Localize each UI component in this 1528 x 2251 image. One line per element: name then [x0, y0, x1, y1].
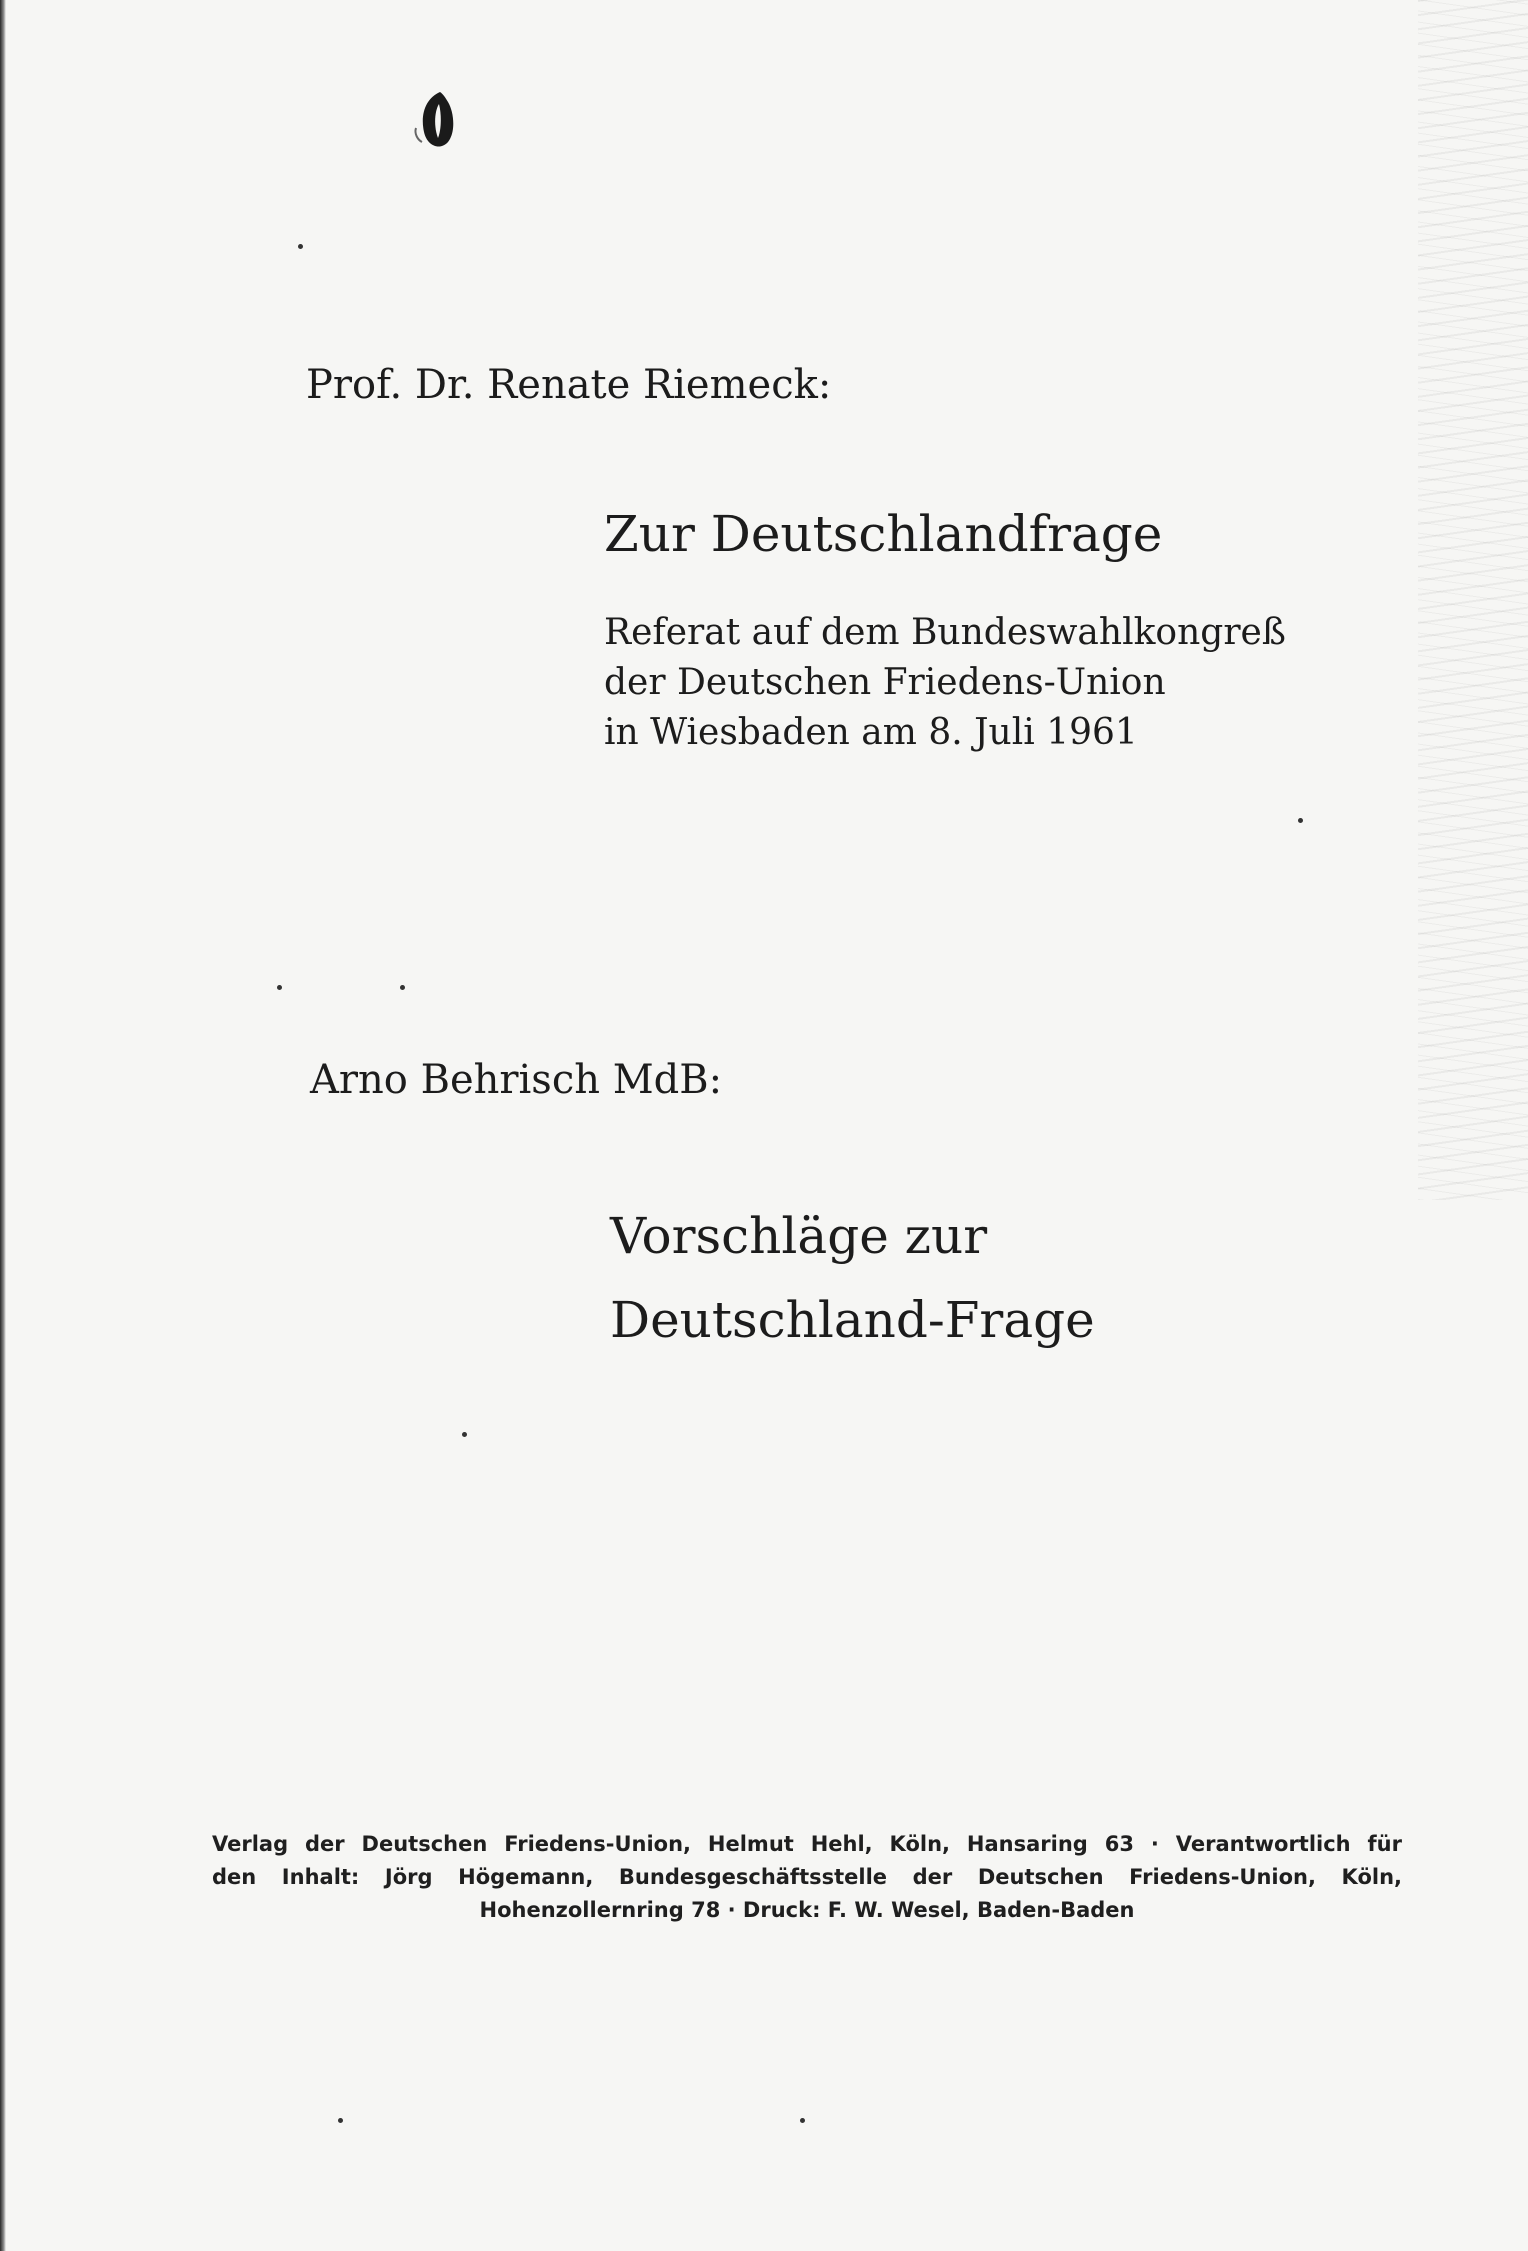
- title-line: Vorschläge zur: [610, 1207, 988, 1265]
- imprint-line: Verlag der Deutschen Friedens-Union, Helmut Hehl, Köln, Hansaring 63 · Verantwortlich für: [212, 1832, 1402, 1856]
- subtitle-block: [604, 608, 1286, 758]
- scan-speck: [462, 1432, 467, 1437]
- scan-speck: [298, 244, 303, 249]
- author-renate-riemeck: Prof. Dr. Renate Riemeck:: [306, 362, 832, 408]
- imprint-block: [212, 1828, 1402, 1927]
- scan-speck: [800, 2118, 805, 2123]
- scan-speck: [277, 985, 282, 990]
- title-line: Deutschland-Frage: [610, 1291, 1095, 1349]
- title-vorschlaege: [610, 1194, 1095, 1362]
- title-zur-deutschlandfrage: Zur Deutschlandfrage: [604, 505, 1163, 563]
- subtitle-line: in Wiesbaden am 8. Juli 1961: [604, 712, 1138, 753]
- imprint-line: den Inhalt: Jörg Högemann, Bundesgeschäftsstelle der Deutschen Friedens-Union, Köln,: [212, 1865, 1402, 1889]
- scan-speck: [338, 2118, 343, 2123]
- ink-blot-icon: [410, 88, 466, 154]
- scan-speck: [1298, 818, 1303, 823]
- scan-speck: [400, 985, 405, 990]
- scan-right-noise: [1418, 0, 1528, 1200]
- subtitle-line: Referat auf dem Bundeswahlkongreß: [604, 612, 1286, 653]
- imprint-line: Hohenzollernring 78 · Druck: F. W. Wesel, Baden-Baden: [479, 1898, 1135, 1922]
- author-arno-behrisch: Arno Behrisch MdB:: [310, 1057, 723, 1103]
- scan-left-edge: [0, 0, 6, 2251]
- subtitle-line: der Deutschen Friedens-Union: [604, 662, 1166, 703]
